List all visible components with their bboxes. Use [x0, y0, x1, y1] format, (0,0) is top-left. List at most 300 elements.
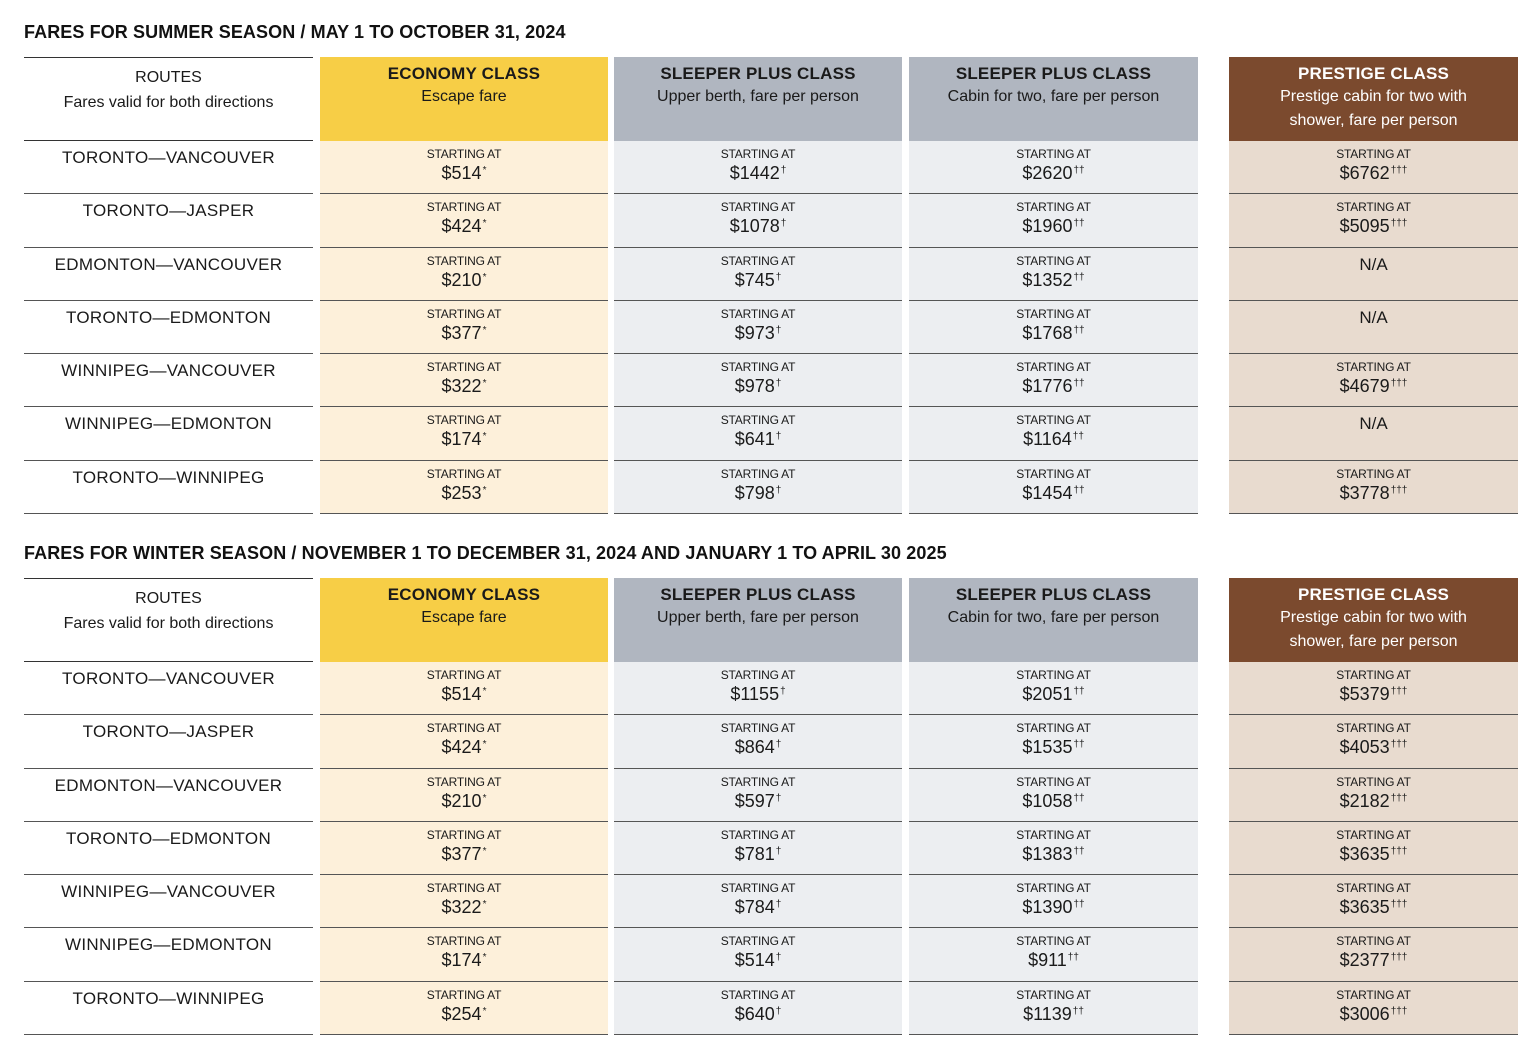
fare-amount: $2620 [1022, 163, 1073, 183]
sleeper1-fare-cell [614, 461, 902, 514]
economy-fare-cell [320, 715, 608, 768]
sleeper2-fare-cell [909, 248, 1198, 301]
route-name: EDMONTON—VANCOUVER [54, 254, 283, 274]
starting-at-label: STARTING AT [426, 881, 502, 896]
sleeper1-fare-cell [614, 248, 902, 301]
fare-footnote-mark: ††† [1390, 739, 1408, 751]
economy-fare-cell [320, 194, 608, 247]
fare-amount: $1139 [1023, 1003, 1072, 1024]
starting-at-label: STARTING AT [1016, 466, 1091, 481]
economy-column [320, 57, 608, 514]
fare-price [1229, 161, 1518, 185]
starting-at-label: STARTING AT [720, 413, 796, 428]
fare-price [1229, 895, 1518, 919]
prestige-fare-cell [1229, 982, 1518, 1035]
fare-price [1229, 842, 1518, 866]
sleeper2-header [909, 578, 1198, 662]
route-row [24, 248, 313, 301]
fare-footnote-mark: * [482, 218, 487, 230]
prestige-fare-cell [1229, 769, 1518, 822]
economy-fare-cell [320, 662, 608, 715]
fare-footnote-mark: * [482, 792, 487, 804]
not-available-label: N/A [1359, 414, 1388, 434]
fare-price [614, 374, 902, 398]
fare-footnote-mark: †† [1073, 218, 1085, 230]
fare-price [1229, 682, 1518, 706]
fare-footnote-mark: †† [1072, 431, 1084, 443]
fare-amount: $1058 [1022, 790, 1073, 811]
economy-fare-cell [320, 461, 608, 514]
fare-amount: $1155 [730, 684, 780, 704]
fare-price [614, 789, 902, 813]
starting-at-label: STARTING AT [1336, 466, 1411, 481]
route-row [24, 141, 313, 194]
fare-price [614, 161, 902, 185]
fare-footnote-mark: † [775, 845, 782, 857]
starting-at-label: STARTING AT [1336, 360, 1411, 375]
prestige-fare-cell [1229, 875, 1518, 928]
starting-at-label: STARTING AT [1336, 881, 1411, 896]
starting-at-label: STARTING AT [1016, 774, 1091, 789]
fare-price [909, 789, 1198, 813]
starting-at-label: STARTING AT [1336, 774, 1411, 789]
starting-at-label: STARTING AT [426, 934, 502, 949]
fare-price [909, 948, 1198, 972]
starting-at-label: STARTING AT [1016, 881, 1091, 896]
fare-price [320, 948, 608, 972]
route-name: TORONTO—WINNIPEG [72, 467, 265, 487]
starting-at-label: STARTING AT [1336, 827, 1411, 842]
fare-amount: $1768 [1022, 322, 1073, 343]
fare-price [909, 374, 1198, 398]
starting-at-label: STARTING AT [426, 147, 502, 161]
fare-price [614, 427, 902, 451]
sleeper2-fare-cell [909, 715, 1198, 768]
fare-footnote-mark: † [775, 324, 782, 336]
routes-column [24, 57, 313, 514]
route-name: TORONTO—JASPER [82, 201, 255, 221]
fare-amount: $1960 [1022, 216, 1073, 237]
fare-amount: $1078 [729, 216, 780, 237]
sleeper1-header [614, 57, 902, 141]
fare-amount: $1383 [1022, 843, 1073, 864]
fare-price [320, 895, 608, 919]
route-row [24, 301, 313, 354]
fare-footnote-mark: †† [1073, 324, 1085, 336]
economy-fare-cell [320, 822, 608, 875]
sleeper2-header-subtitle: Cabin for two, fare per person [947, 88, 1160, 105]
sleeper2-fare-cell [909, 407, 1198, 460]
starting-at-label: STARTING AT [720, 360, 796, 375]
starting-at-label: STARTING AT [1336, 200, 1411, 215]
sleeper2-fare-cell [909, 822, 1198, 875]
sleeper1-column [614, 578, 902, 1035]
starting-at-label: STARTING AT [1016, 721, 1091, 736]
fare-amount: $3778 [1339, 482, 1390, 503]
prestige-fare-cell [1229, 928, 1518, 981]
starting-at-label: STARTING AT [1016, 147, 1091, 161]
prestige-fare-cell [1229, 248, 1518, 301]
starting-at-label: STARTING AT [720, 721, 796, 736]
fare-footnote-mark: * [482, 378, 487, 390]
starting-at-label: STARTING AT [720, 668, 796, 682]
fare-amount: $2051 [1022, 684, 1073, 704]
sleeper2-fare-cell [909, 769, 1198, 822]
not-available-label: N/A [1359, 254, 1388, 274]
fare-footnote-mark: ††† [1390, 484, 1408, 496]
fare-footnote-mark: ††† [1390, 165, 1408, 176]
prestige-column [1229, 578, 1518, 1035]
sleeper2-fare-cell [909, 194, 1198, 247]
economy-fare-cell [320, 301, 608, 354]
starting-at-label: STARTING AT [1336, 721, 1411, 736]
fare-footnote-mark: ††† [1390, 218, 1408, 230]
routes-header [24, 57, 313, 141]
fare-price [909, 321, 1198, 345]
fare-price [614, 1002, 902, 1026]
route-row [24, 982, 313, 1035]
fare-amount: $5379 [1339, 684, 1390, 704]
fare-footnote-mark: * [482, 484, 487, 496]
fare-footnote-mark: * [482, 845, 487, 857]
fare-amount: $911 [1028, 950, 1067, 971]
routes-header [24, 578, 313, 662]
fare-amount: $1442 [729, 163, 780, 183]
fare-amount: $3635 [1339, 843, 1390, 864]
routes-header-subtitle: Fares valid for both directions [63, 615, 274, 632]
fare-amount: $424 [441, 216, 482, 237]
economy-fare-cell [320, 875, 608, 928]
fare-footnote-mark: ††† [1390, 378, 1408, 390]
economy-fare-cell [320, 354, 608, 407]
sleeper2-header-title: SLEEPER PLUS CLASS [955, 64, 1152, 83]
fare-footnote-mark: * [482, 899, 487, 911]
fare-amount: $784 [734, 897, 775, 918]
starting-at-label: STARTING AT [426, 413, 502, 428]
prestige-column [1229, 57, 1518, 514]
fare-price [909, 682, 1198, 706]
fare-footnote-mark: †† [1073, 686, 1085, 697]
fare-amount: $4053 [1339, 737, 1390, 758]
fare-footnote-mark: * [482, 431, 487, 443]
prestige-fare-cell [1229, 194, 1518, 247]
fare-price [614, 481, 902, 505]
sleeper1-column [614, 57, 902, 514]
sleeper1-fare-cell [614, 662, 902, 715]
routes-header-title: ROUTES [135, 69, 202, 86]
fare-footnote-mark: ††† [1390, 1005, 1408, 1017]
sleeper2-fare-cell [909, 982, 1198, 1035]
prestige-fare-cell [1229, 715, 1518, 768]
route-name: EDMONTON—VANCOUVER [54, 775, 283, 795]
fare-footnote-mark: † [775, 739, 782, 751]
fare-footnote-mark: †† [1072, 1005, 1084, 1017]
fare-amount: $377 [441, 322, 482, 343]
fare-price [909, 735, 1198, 759]
prestige-fare-cell [1229, 662, 1518, 715]
fare-amount: $1776 [1022, 376, 1073, 397]
route-row [24, 715, 313, 768]
fare-footnote-mark: † [780, 686, 786, 697]
economy-header [320, 578, 608, 662]
fare-price [320, 214, 608, 238]
starting-at-label: STARTING AT [1016, 253, 1091, 268]
fare-footnote-mark: † [775, 952, 782, 964]
fare-amount: $4679 [1339, 376, 1390, 397]
fare-price [614, 214, 902, 238]
starting-at-label: STARTING AT [1016, 360, 1091, 375]
fare-footnote-mark: †† [1073, 271, 1085, 283]
fare-price [909, 427, 1198, 451]
route-row [24, 194, 313, 247]
fare-amount: $377 [441, 843, 482, 864]
route-row [24, 407, 313, 460]
starting-at-label: STARTING AT [720, 827, 796, 842]
economy-fare-cell [320, 982, 608, 1035]
route-name: TORONTO—JASPER [82, 722, 255, 742]
starting-at-label: STARTING AT [1336, 934, 1411, 949]
sleeper1-fare-cell [614, 715, 902, 768]
fare-footnote-mark: † [775, 271, 782, 283]
sleeper1-fare-cell [614, 875, 902, 928]
sleeper1-fare-cell [614, 194, 902, 247]
fare-price [909, 842, 1198, 866]
fare-amount: $781 [734, 843, 775, 864]
sleeper1-fare-cell [614, 822, 902, 875]
sleeper1-fare-cell [614, 407, 902, 460]
starting-at-label: STARTING AT [1336, 987, 1411, 1002]
summer-title: FARES FOR SUMMER SEASON / MAY 1 TO OCTOBER 31, 2024 [24, 22, 566, 42]
fare-amount: $1454 [1022, 482, 1073, 503]
sleeper2-fare-cell [909, 662, 1198, 715]
route-row [24, 822, 313, 875]
fare-price [909, 268, 1198, 292]
route-row [24, 928, 313, 981]
starting-at-label: STARTING AT [426, 721, 502, 736]
starting-at-label: STARTING AT [720, 934, 796, 949]
starting-at-label: STARTING AT [426, 774, 502, 789]
fare-footnote-mark: †† [1073, 792, 1085, 804]
sleeper2-header-subtitle: Cabin for two, fare per person [947, 609, 1160, 626]
not-available-label: N/A [1359, 307, 1388, 327]
starting-at-label: STARTING AT [720, 200, 796, 215]
fare-footnote-mark: ††† [1390, 899, 1408, 911]
fare-price [909, 481, 1198, 505]
prestige-fare-cell [1229, 301, 1518, 354]
prestige-fare-cell [1229, 461, 1518, 514]
route-name: TORONTO—VANCOUVER [62, 669, 275, 688]
fare-price [320, 481, 608, 505]
route-name: TORONTO—WINNIPEG [72, 988, 265, 1008]
fare-price [320, 268, 608, 292]
route-row [24, 354, 313, 407]
starting-at-label: STARTING AT [426, 306, 502, 321]
fare-price [320, 321, 608, 345]
route-name: TORONTO—EDMONTON [65, 828, 272, 848]
fare-amount: $174 [441, 429, 482, 450]
fare-price [320, 161, 608, 185]
fare-price [614, 948, 902, 972]
prestige-fare-cell [1229, 354, 1518, 407]
routes-header-title: ROUTES [135, 590, 202, 607]
fare-amount: $2182 [1339, 790, 1390, 811]
sleeper2-column [909, 57, 1198, 514]
sleeper1-fare-cell [614, 982, 902, 1035]
fare-footnote-mark: † [780, 165, 787, 176]
route-name: TORONTO—EDMONTON [65, 307, 272, 327]
fare-footnote-mark: †† [1073, 165, 1085, 176]
starting-at-label: STARTING AT [720, 466, 796, 481]
fare-footnote-mark: * [482, 1005, 487, 1017]
starting-at-label: STARTING AT [720, 881, 796, 896]
economy-header-subtitle: Escape fare [421, 609, 507, 626]
economy-header [320, 57, 608, 141]
fare-price [909, 1002, 1198, 1026]
starting-at-label: STARTING AT [720, 306, 796, 321]
fare-amount: $322 [441, 897, 482, 918]
fare-price [614, 842, 902, 866]
fare-amount: $1390 [1022, 897, 1073, 918]
fare-amount: $1352 [1022, 269, 1073, 290]
prestige-header-title: PRESTIGE CLASS [1297, 585, 1450, 604]
fare-amount: $978 [734, 376, 775, 397]
sleeper2-fare-cell [909, 461, 1198, 514]
route-row [24, 875, 313, 928]
fare-footnote-mark: * [482, 739, 487, 751]
economy-fare-cell [320, 928, 608, 981]
prestige-header-subtitle: Prestige cabin for two with [1280, 88, 1467, 105]
sleeper2-fare-cell [909, 875, 1198, 928]
route-row [24, 461, 313, 514]
sleeper1-fare-cell [614, 769, 902, 822]
fare-footnote-mark: * [482, 686, 487, 697]
fare-footnote-mark: ††† [1390, 792, 1408, 804]
starting-at-label: STARTING AT [720, 147, 796, 161]
route-name: TORONTO—VANCOUVER [62, 148, 275, 167]
prestige-header-subtitle: shower, fare per person [1289, 112, 1458, 129]
starting-at-label: STARTING AT [426, 253, 502, 268]
fare-amount: $253 [441, 482, 482, 503]
fare-price [614, 895, 902, 919]
fare-amount: $3635 [1339, 897, 1390, 918]
fare-footnote-mark: †† [1073, 484, 1085, 496]
fare-price [320, 427, 608, 451]
prestige-header [1229, 57, 1518, 141]
prestige-header [1229, 578, 1518, 662]
sleeper2-column [909, 578, 1198, 1035]
fare-amount: $597 [734, 790, 775, 811]
economy-fare-cell [320, 248, 608, 301]
sleeper1-header-title: SLEEPER PLUS CLASS [660, 585, 856, 604]
fare-footnote-mark: * [482, 324, 487, 336]
fare-amount: $322 [441, 376, 482, 397]
economy-header-title: ECONOMY CLASS [387, 585, 541, 604]
fare-footnote-mark: †† [1073, 378, 1085, 390]
route-row [24, 769, 313, 822]
fare-amount: $864 [734, 737, 775, 758]
fare-price [1229, 214, 1518, 238]
sleeper1-header [614, 578, 902, 662]
fare-footnote-mark: †† [1067, 952, 1079, 964]
fare-amount: $6762 [1339, 163, 1390, 183]
fare-amount: $2377 [1339, 950, 1390, 971]
fare-price [1229, 374, 1518, 398]
fare-price [1229, 481, 1518, 505]
fare-price [614, 321, 902, 345]
sleeper2-fare-cell [909, 354, 1198, 407]
starting-at-label: STARTING AT [1016, 200, 1091, 215]
fare-price [614, 682, 902, 706]
fare-footnote-mark: †† [1073, 845, 1085, 857]
fare-footnote-mark: †† [1073, 739, 1085, 751]
fare-amount: $3006 [1339, 1003, 1390, 1024]
winter-title: FARES FOR WINTER SEASON / NOVEMBER 1 TO DECEMBER 31, 2024 AND JANUARY 1 TO APRIL 30 2025 [24, 543, 947, 563]
fare-amount: $973 [734, 322, 775, 343]
fare-footnote-mark: * [482, 952, 487, 964]
fare-amount: $254 [441, 1003, 482, 1024]
fare-amount: $1535 [1022, 737, 1073, 758]
fare-price [320, 682, 608, 706]
fare-price [909, 214, 1198, 238]
routes-column [24, 578, 313, 1035]
route-name: WINNIPEG—EDMONTON [65, 414, 272, 434]
sleeper1-fare-cell [614, 354, 902, 407]
starting-at-label: STARTING AT [426, 466, 502, 481]
fare-footnote-mark: ††† [1390, 952, 1408, 964]
fare-price [614, 268, 902, 292]
sleeper2-fare-cell [909, 301, 1198, 354]
prestige-header-title: PRESTIGE CLASS [1297, 64, 1450, 83]
economy-header-subtitle: Escape fare [421, 88, 507, 105]
fare-footnote-mark: * [482, 271, 487, 283]
fare-price [320, 842, 608, 866]
starting-at-label: STARTING AT [720, 774, 796, 789]
fare-footnote-mark: † [775, 484, 782, 496]
economy-column [320, 578, 608, 1035]
sleeper1-header-subtitle: Upper berth, fare per person [657, 88, 859, 105]
fare-price [1229, 1002, 1518, 1026]
fare-price [614, 735, 902, 759]
route-name: WINNIPEG—VANCOUVER [61, 361, 276, 381]
starting-at-label: STARTING AT [720, 987, 796, 1002]
routes-header-subtitle: Fares valid for both directions [63, 94, 274, 111]
fare-amount: $514 [441, 684, 482, 704]
fare-price [1229, 789, 1518, 813]
route-name: WINNIPEG—EDMONTON [65, 935, 272, 955]
economy-fare-cell [320, 407, 608, 460]
fare-footnote-mark: ††† [1390, 686, 1408, 697]
fare-amount: $641 [734, 429, 775, 450]
starting-at-label: STARTING AT [426, 668, 502, 682]
fare-amount: $424 [441, 737, 482, 758]
starting-at-label: STARTING AT [1016, 827, 1091, 842]
fare-price [1229, 735, 1518, 759]
sleeper1-header-subtitle: Upper berth, fare per person [657, 609, 859, 626]
fare-amount: $745 [734, 269, 775, 290]
starting-at-label: STARTING AT [1336, 147, 1411, 161]
sleeper2-header-title: SLEEPER PLUS CLASS [955, 585, 1152, 604]
starting-at-label: STARTING AT [1016, 934, 1091, 949]
sleeper1-header-title: SLEEPER PLUS CLASS [660, 64, 856, 83]
fare-amount: $210 [441, 790, 482, 811]
sleeper1-fare-cell [614, 141, 902, 194]
fare-footnote-mark: † [780, 218, 787, 230]
fare-price [320, 374, 608, 398]
fare-footnote-mark: ††† [1390, 845, 1408, 857]
starting-at-label: STARTING AT [1016, 413, 1091, 428]
economy-fare-cell [320, 769, 608, 822]
fare-price [320, 1002, 608, 1026]
